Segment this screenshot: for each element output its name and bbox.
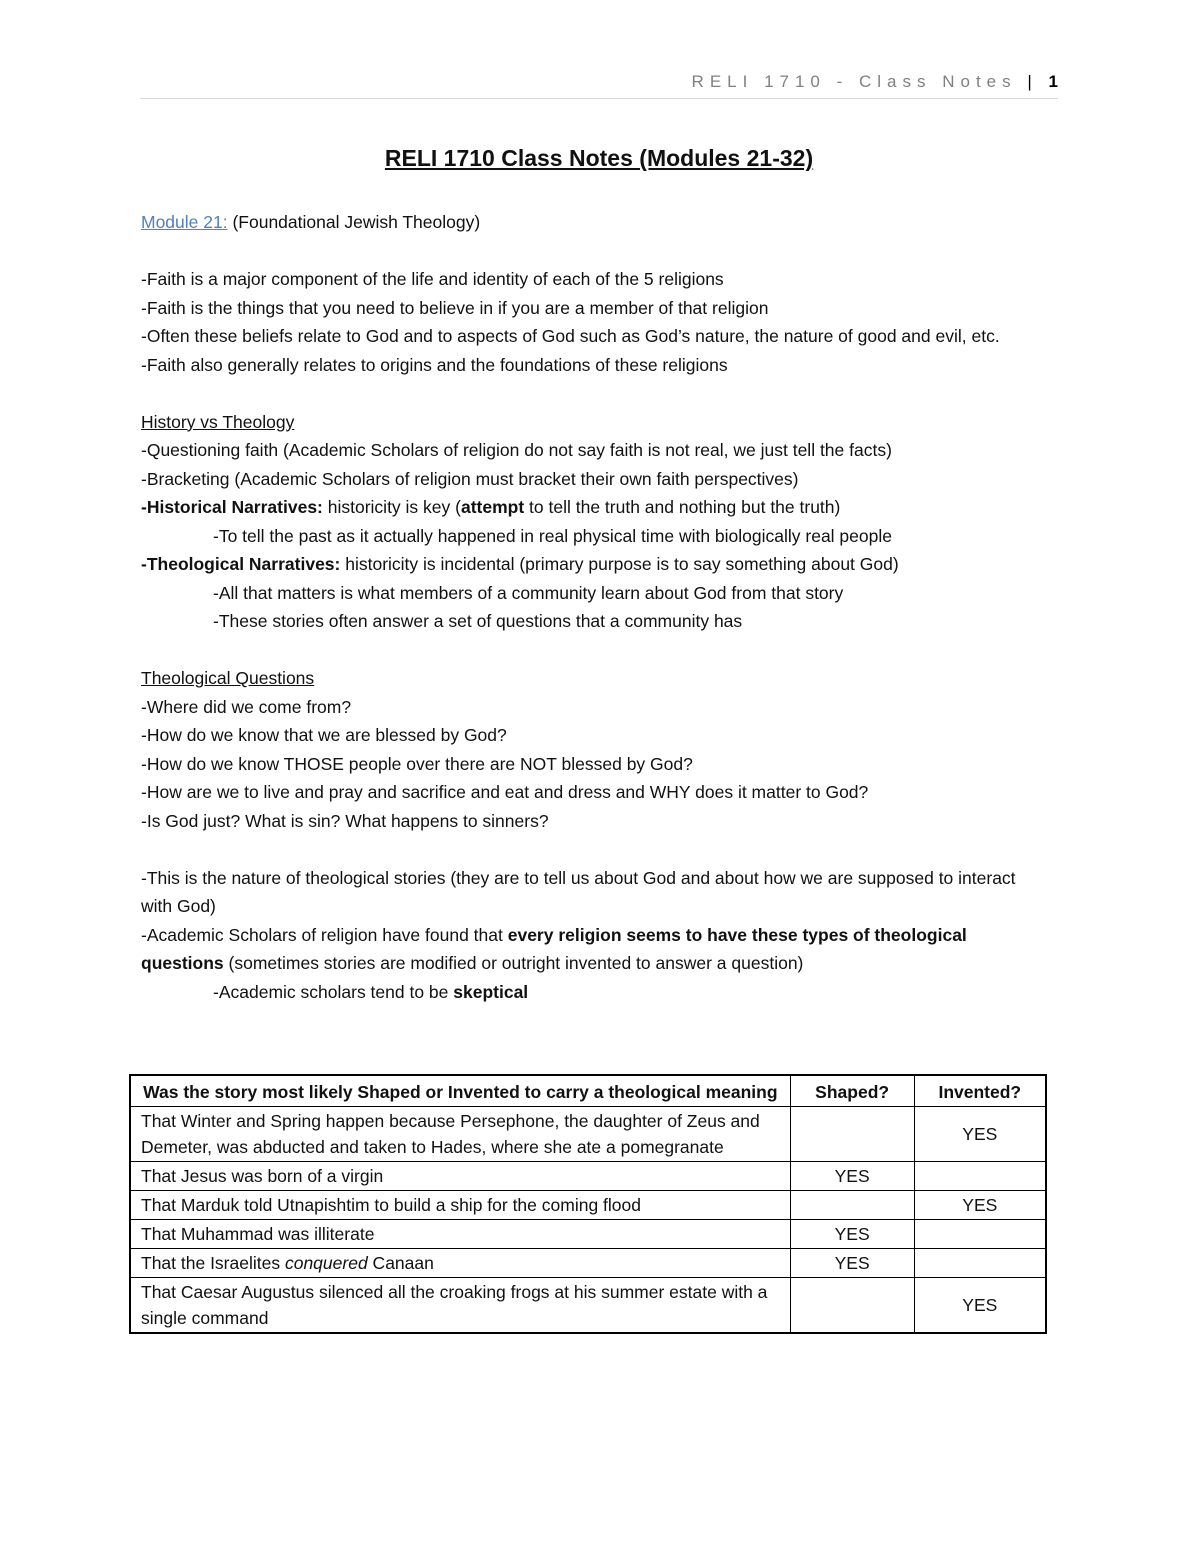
table-row	[130, 1249, 1046, 1278]
invented-cell: YES	[914, 1278, 1046, 1334]
header-rule	[140, 98, 1058, 99]
theological-narratives-line	[141, 550, 1051, 579]
header-separator: |	[1027, 72, 1032, 91]
invented-cell	[914, 1220, 1046, 1249]
invented-cell	[914, 1162, 1046, 1191]
theo-subline: -All that matters is what members of a community learn about God from that story	[213, 582, 844, 603]
story-cell: That Marduk told Utnapishtim to build a ship for the coming flood	[130, 1191, 790, 1220]
shaped-cell	[790, 1278, 914, 1334]
story-emphasis: conquered	[284, 1253, 368, 1273]
invented-cell	[914, 1249, 1046, 1278]
nature-subline	[141, 978, 1051, 1007]
theo-dash: -	[141, 554, 147, 574]
shaped-cell	[790, 1107, 914, 1162]
intro-line: -Faith also generally relates to origins and the foundations of these religions	[141, 354, 728, 375]
story-text: Canaan	[367, 1253, 434, 1273]
question-item: -Is God just? What is sin? What happens to sinners?	[141, 810, 549, 831]
attempt-word: attempt	[460, 497, 525, 517]
intro-line: -Faith is the things that you need to believe in if you are a member of that religion	[141, 297, 769, 318]
shaped-cell	[790, 1191, 914, 1220]
table-row	[130, 1191, 1046, 1220]
page-title: RELI 1710 Class Notes (Modules 21-32)	[384, 145, 814, 171]
question-item: -Where did we come from?	[141, 696, 352, 717]
story-text: That the Israelites	[141, 1253, 285, 1273]
module-subtitle: (Foundational Jewish Theology)	[227, 212, 481, 232]
historical-narratives-line	[141, 493, 1051, 522]
history-dash: -	[141, 497, 147, 517]
nature-emphasis: every religion seems to have these types of theological questions	[141, 924, 967, 973]
running-title: RELI 1710 - Class Notes	[691, 72, 1017, 91]
shaped-cell: YES	[790, 1249, 914, 1278]
historical-narratives-term: Historical Narratives:	[146, 497, 323, 517]
history-subline: -To tell the past as it actually happened in real physical time with biologically real people	[213, 525, 892, 546]
story-cell: That Muhammad was illiterate	[130, 1220, 790, 1249]
section-heading-history: History vs Theology	[141, 411, 295, 432]
story-table	[129, 1074, 1047, 1334]
table-header: Was the story most likely Shaped or Invented to carry a theological meaning	[130, 1075, 790, 1107]
history-line: -Questioning faith (Academic Scholars of religion do not say faith is not real, we just tell the facts)	[141, 440, 892, 460]
section-heading-questions: Theological Questions	[141, 668, 315, 688]
table-header: Invented?	[914, 1075, 1046, 1107]
story-cell: That Caesar Augustus silenced all the croaking frogs at his summer estate with a single command	[130, 1278, 790, 1334]
shaped-cell: YES	[790, 1162, 914, 1191]
story-cell: That Jesus was born of a virgin	[130, 1162, 790, 1191]
running-header	[140, 72, 1058, 92]
theo-subline: -These stories often answer a set of questions that a community has	[213, 611, 743, 631]
question-item: -How do we know THOSE people over there are NOT blessed by God?	[141, 753, 693, 774]
shaped-cell: YES	[790, 1220, 914, 1249]
notes-body	[141, 208, 1051, 1006]
table-row	[130, 1278, 1046, 1334]
table-row	[130, 1162, 1046, 1191]
table-row	[130, 1107, 1046, 1162]
theo-text: historicity is incidental (primary purpose is to say something about God)	[340, 554, 899, 574]
page-number: 1	[1048, 72, 1058, 91]
nature-text: -Academic scholars tend to be	[213, 981, 454, 1002]
story-cell: That Winter and Spring happen because Persephone, the daughter of Zeus and Demeter, was abducted and taken to Hades, where she ate a pomegranate	[130, 1107, 790, 1162]
invented-cell: YES	[914, 1191, 1046, 1220]
question-item: -How do we know that we are blessed by God?	[141, 725, 507, 745]
invented-cell: YES	[914, 1107, 1046, 1162]
history-text: historicity is key (	[322, 497, 461, 517]
nature-text: (sometimes stories are modified or outright invented to answer a question)	[223, 953, 804, 973]
module-link[interactable]: Module 21:	[141, 212, 228, 232]
skeptical-word: skeptical	[453, 981, 529, 1002]
story-cell	[130, 1249, 790, 1278]
history-text: to tell the truth and nothing but the truth)	[524, 497, 841, 517]
module-heading	[141, 208, 1051, 237]
table-header-row	[130, 1075, 1046, 1107]
table-row	[130, 1220, 1046, 1249]
question-item: -How are we to live and pray and sacrifice and eat and dress and WHY does it matter to God?	[141, 782, 869, 802]
history-line: -Bracketing (Academic Scholars of religion must bracket their own faith perspectives)	[141, 468, 799, 489]
table-header: Shaped?	[790, 1075, 914, 1107]
theological-narratives-term: Theological Narratives:	[146, 554, 341, 574]
nature-line: -This is the nature of theological stories (they are to tell us about God and about how we are supposed to interact with God)	[141, 867, 1016, 916]
intro-line: -Faith is a major component of the life and identity of each of the 5 religions	[141, 269, 724, 289]
intro-line: -Often these beliefs relate to God and to aspects of God such as God’s nature, the nature of good and evil, etc.	[141, 326, 1000, 346]
nature-line	[141, 921, 1051, 978]
nature-text: -Academic Scholars of religion have found that	[141, 924, 508, 945]
